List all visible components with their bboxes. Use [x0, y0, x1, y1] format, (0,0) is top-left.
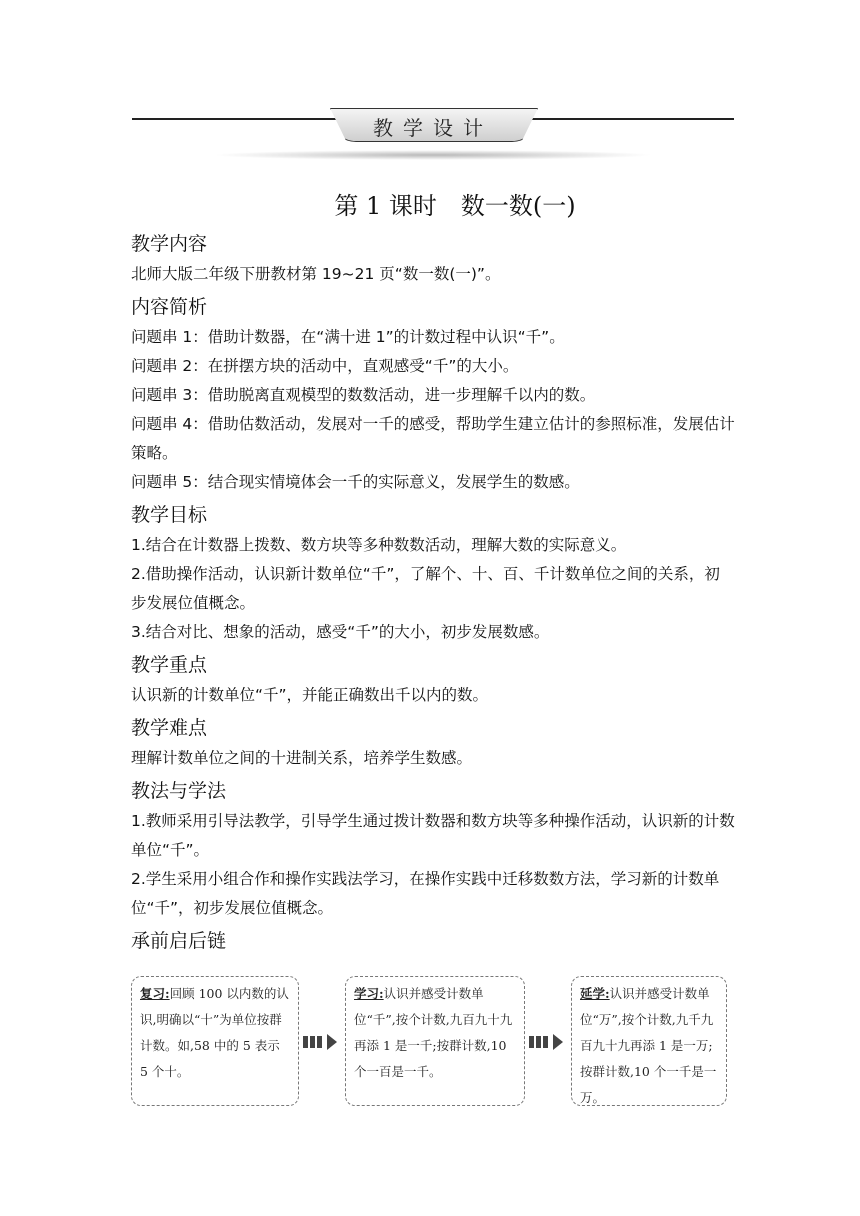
- extend-label: 延学:: [580, 986, 610, 1001]
- heading-difficulties: 教学难点: [131, 717, 208, 739]
- analysis-item: 问题串 3：借助脱离直观模型的数数活动，进一步理解千以内的数。: [131, 386, 596, 404]
- goal-item: 2.借助操作活动，认识新计数单位“千”，了解个、十、百、千计数单位之间的关系，初步发展位值概念。: [131, 565, 720, 612]
- review-label: 复习:: [140, 986, 170, 1001]
- key-points-text: 认识新的计数单位“千”，并能正确数出千以内的数。: [131, 686, 489, 704]
- analysis-item: 问题串 2：在拼摆方块的活动中，直观感受“千”的大小。: [131, 357, 519, 375]
- banner-label: 教学设计: [373, 116, 493, 140]
- review-text: 回顾 100 以内数的认识,明确以“十”为单位按群计数。如,58 中的 5 表示 5 个十。: [140, 986, 289, 1079]
- heading-key-points: 教学重点: [131, 654, 208, 676]
- heading-teaching-content: 教学内容: [131, 233, 208, 255]
- analysis-item: 问题串 5：结合现实情境体会一千的实际意义，发展学生的数感。: [131, 473, 580, 491]
- document-body: [131, 226, 735, 957]
- review-box: [131, 976, 299, 1106]
- learn-text: 认识并感受计数单位“千”,按个计数,九百九十九再添 1 是一千;按群计数,10 个一百是一千。: [354, 986, 513, 1079]
- learn-box: [345, 976, 525, 1106]
- banner-shadow: [212, 150, 654, 160]
- teaching-content-text: 北师大版二年级下册教材第 19~21 页“数一数(一)”。: [131, 265, 501, 283]
- heading-link-chain: 承前启后链: [131, 930, 227, 952]
- link-chain-flow: [131, 976, 727, 1110]
- heading-teaching-goals: 教学目标: [131, 504, 208, 526]
- analysis-item: 问题串 4：借助估数活动，发展对一千的感受，帮助学生建立估计的参照标准，发展估计策略。: [131, 415, 735, 462]
- method-item: 2.学生采用小组合作和操作实践法学习，在操作实践中迁移数数方法，学习新的计数单位“千”，初步发展位值概念。: [131, 870, 720, 917]
- heading-methods: 教法与学法: [131, 780, 227, 802]
- goal-item: 1.结合在计数器上拨数、数方块等多种数数活动，理解大数的实际意义。: [131, 536, 627, 554]
- learn-label: 学习:: [354, 986, 384, 1001]
- section-banner: [132, 108, 734, 168]
- goal-item: 3.结合对比、想象的活动，感受“千”的大小，初步发展数感。: [131, 623, 550, 641]
- lesson-title: 第 1 课时 数一数(一): [334, 192, 576, 220]
- extend-box: [571, 976, 727, 1106]
- heading-content-analysis: 内容简析: [131, 296, 208, 318]
- arrow-right-icon: [529, 1034, 563, 1050]
- arrow-right-icon: [303, 1034, 337, 1050]
- extend-text: 认识并感受计数单位“万”,按个计数,九千九百九十九再添 1 是一万;按群计数,10 个一千是一万。: [580, 986, 717, 1105]
- method-item: 1.教师采用引导法教学，引导学生通过拨计数器和数方块等多种操作活动，认识新的计数单位“千”。: [131, 812, 735, 859]
- analysis-item: 问题串 1：借助计数器，在“满十进 1”的计数过程中认识“千”。: [131, 328, 565, 346]
- difficulties-text: 理解计数单位之间的十进制关系，培养学生数感。: [131, 749, 473, 767]
